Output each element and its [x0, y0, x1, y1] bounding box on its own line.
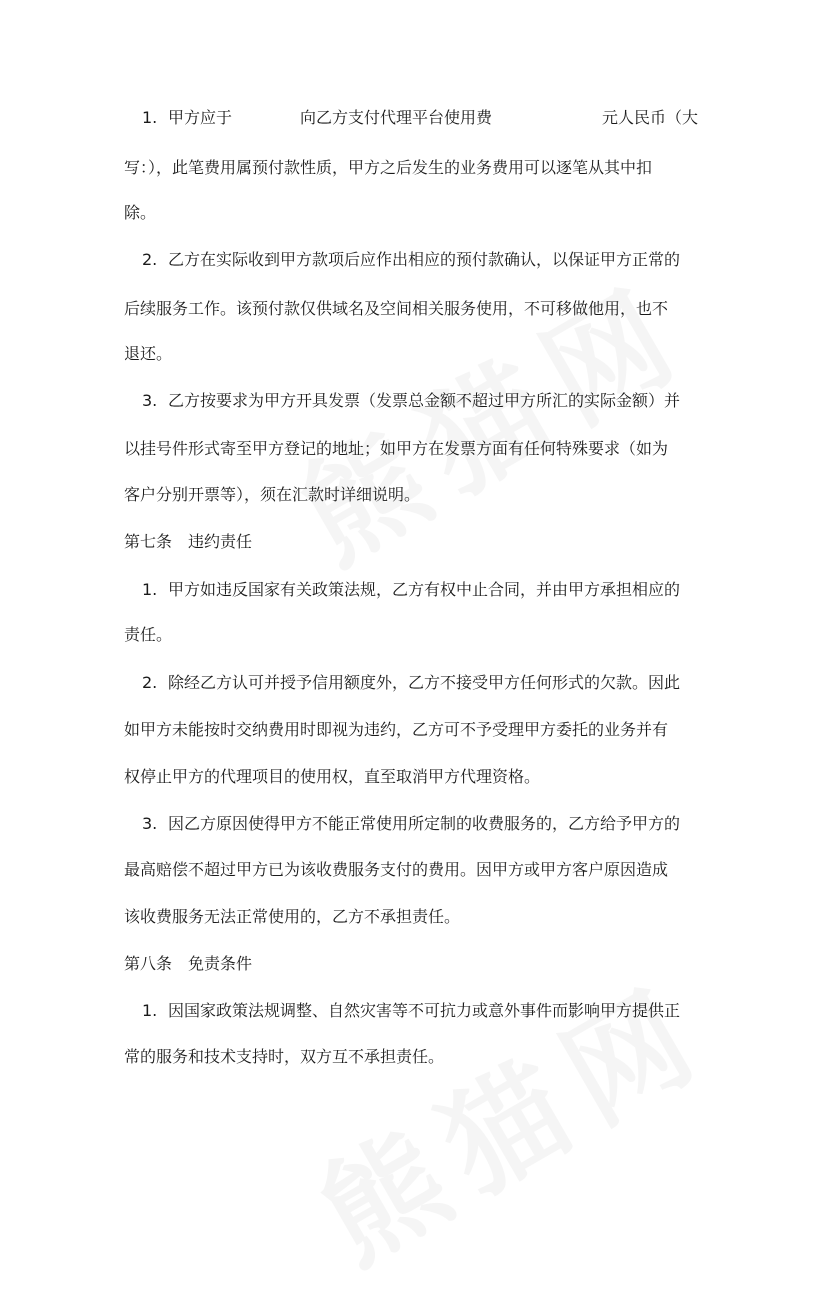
item-number: 2. [142, 673, 158, 692]
item-number: 1. [142, 108, 158, 127]
paragraph-line: 除。 [124, 203, 157, 222]
paragraph-line: 除经乙方认可并授予信用额度外，乙方不接受甲方任何形式的欠款。因此 [168, 673, 681, 692]
item-number: 2. [142, 250, 158, 269]
watermark [285, 937, 735, 1295]
paragraph-line: 客户分别开票等），须在汇款时详细说明。 [124, 485, 421, 504]
item-number: 3. [142, 814, 158, 833]
section-heading: 第八条 免责条件 [124, 954, 253, 973]
paragraph-line: 甲方应于 [168, 108, 233, 127]
item-number: 1. [142, 1001, 158, 1020]
item-number: 1. [142, 580, 158, 599]
paragraph-line: 权停止甲方的代理项目的使用权，直至取消甲方代理资格。 [124, 767, 541, 786]
paragraph-line: 乙方按要求为甲方开具发票（发票总金额不超过甲方所汇的实际金额）并 [168, 391, 681, 410]
section-heading: 第七条 违约责任 [124, 532, 253, 551]
paragraph-line: 常的服务和技术支持时，双方互不承担责任。 [124, 1047, 445, 1066]
paragraph-line: 最高赔偿不超过甲方已为该收费服务支付的费用。因甲方或甲方客户原因造成 [124, 860, 669, 879]
paragraph-line: 元人民币（大 [602, 108, 699, 127]
paragraph-line: 后续服务工作。该预付款仅供域名及空间相关服务使用，不可移做他用，也不 [124, 299, 669, 318]
paragraph-line: 如甲方未能按时交纳费用时即视为违约，乙方可不予受理甲方委托的业务并有 [124, 720, 669, 739]
paragraph-line: 乙方在实际收到甲方款项后应作出相应的预付款确认，以保证甲方正常的 [168, 250, 681, 269]
paragraph-line: 甲方如违反国家有关政策法规，乙方有权中止合同，并由甲方承担相应的 [168, 580, 681, 599]
paragraph-line: 因乙方原因使得甲方不能正常使用所定制的收费服务的，乙方给予甲方的 [168, 814, 681, 833]
paragraph-line: 以挂号件形式寄至甲方登记的地址；如甲方在发票方面有任何特殊要求（如为 [124, 439, 669, 458]
paragraph-line: 该收费服务无法正常使用的，乙方不承担责任。 [124, 907, 461, 926]
item-number: 3. [142, 391, 158, 410]
paragraph-line: 向乙方支付代理平台使用费 [300, 108, 493, 127]
paragraph-line: 因国家政策法规调整、自然灾害等不可抗力或意外事件而影响甲方提供正 [168, 1001, 681, 1020]
watermark [265, 237, 715, 596]
paragraph-line: 退还。 [124, 344, 173, 363]
paragraph-line: 责任。 [124, 625, 173, 644]
paragraph-line: 写：），此笔费用属预付款性质，甲方之后发生的业务费用可以逐笔从其中扣 [124, 158, 653, 177]
